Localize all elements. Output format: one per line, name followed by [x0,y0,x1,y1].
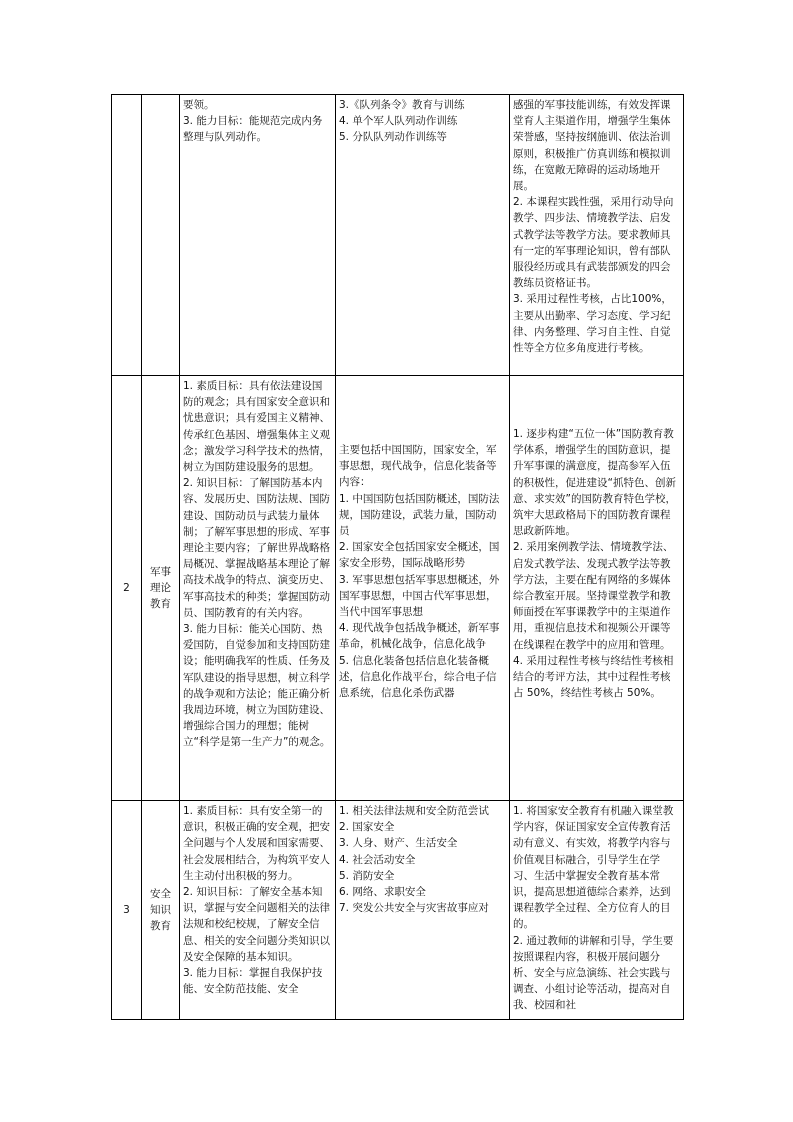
table-row [112,376,684,801]
course-targets [180,95,336,376]
requirement-text: 3. 采用过程性考核，占比100%，主要从出勤率、学习态度、学习纪律、内务整理、学习自主性、自觉性等全方位多角度进行考核。 [513,293,672,355]
course-name [142,376,180,801]
table-row [112,801,684,1020]
target-text: 3. 能力目标：掌握自我保护技能、安全防范技能、安全 [183,967,323,996]
target-text: 2. 知识目标：了解国防基本内容、发展历史、国防法规、国防建设、国防动员与武装力量体制；了解军事思想的形成、军事理论主要内容；了解世界战略格局概况、掌握战略基本理论了解高技术战争的特点、演变历史、军事高技术的种类；掌握国防动员、国防教育的有关内容。 [183,477,330,619]
table-row [112,95,684,376]
target-text: 3. 能力目标：能规范完成内务整理与队列动作。 [183,115,323,144]
content-text: 4. 社会活动安全 [339,853,416,866]
content-text: 4. 单个军人队列动作训练 [339,115,458,128]
course-table [111,94,684,1020]
requirement-text: 1. 将国家安全教育有机融入课堂教学内容，保证国家安全宣传教育活动有意义、有实效，将教学内容与价值观目标融合，引导学生在学习、生活中掌握安全教育基本常识，提高思想道德综合素养，达到课程教学全过程、全方位育人的目的。 [513,805,674,931]
content-text: 5. 分队队列动作训练等 [339,131,447,144]
course-name [142,95,180,376]
content-text: 3.《队列条令》教育与训练 [339,99,465,111]
course-targets [180,801,336,1020]
content-text: 主要包括中国国防，国家安全，军事思想，现代战争，信息化装备等内容： [339,444,497,489]
course-name-part: 安全 [150,887,171,900]
content-text: 4. 现代战争包括战争概述，新军事革命，机械化战争，信息化战争 [339,622,500,651]
requirement-text: 2. 本课程实践性强，采用行动导向教学、四步法、情境教学法、启发式教学法等教学方法。要求教师具有一定的军事理论知识，曾有部队服役经历或具有武装部颁发的四会教练员资格证书。 [513,196,674,290]
course-content [336,376,510,801]
content-text: 2. 国家安全包括国家安全概述，国家安全形势，国际战略形势 [339,541,500,570]
course-name-part: 军事 [150,565,171,578]
course-name [142,801,180,1020]
content-text: 7. 突发公共安全与灾害故事应对 [339,902,489,915]
content-text: 5. 消防安全 [339,869,395,882]
target-text: 1. 素质目标：具有安全第一的意识，积极正确的安全观，把安全问题与个人发展和国家需要、社会发展相结合，为构筑平安人生主动付出积极的努力。 [183,805,330,882]
course-requirements [510,95,684,376]
course-requirements [510,801,684,1020]
requirement-text: 2. 采用案例教学法、情境教学法、启发式教学法、发现式教学法等教学方法，主要在配有网络的多媒体综合教室开展。坚持课堂教学和教师面授在军事课教学中的主渠道作用，重视信息技术和视频公开课等在线课程在教学中的应用和管理。 [513,541,674,651]
requirement-text: 2. 通过教师的讲解和引导，学生要按照课程内容，积极开展问题分析、安全与应急演练、社会实践与调查、小组讨论等活动，提高对自我、校园和社 [513,934,674,1012]
content-text: 3. 军事思想包括军事思想概述，外国军事思想，中国古代军事思想，当代中国军事思想 [339,573,500,619]
row-number [112,95,142,376]
row-number: 2 [112,376,142,801]
requirement-text: 1. 逐步构建“五位一体”国防教育教学体系，增强学生的国防意识，提升军事课的满意度，提高参军入伍的积极性，促进建设“抓特色、创新意、求实效”的国防教育特色学校，筑牢大思政格局下的国防教育课程思政新阵地。 [513,428,676,538]
content-text: 2. 国家安全 [339,821,395,834]
course-content [336,95,510,376]
course-content [336,801,510,1020]
course-name-part: 教育 [150,598,171,611]
target-text: 2. 知识目标：了解安全基本知识，掌握与安全问题相关的法律法规和校纪校规，了解安全信息、相关的安全问题分类知识以及安全保障的基本知识。 [183,886,330,963]
content-text: 3. 人身、财产、生活安全 [339,837,458,850]
course-name-part: 知识 [150,903,171,916]
requirement-text: 感强的军事技能训练，有效发挥课堂育人主渠道作用，增强学生集体荣誉感，坚持按纲施训、依法治训原则，积极推广仿真训练和模拟训练，在宽敞无障碍的运动场地开展。 [513,99,671,193]
content-text: 1. 中国国防包括国防概述，国防法规，国防建设，武装力量，国防动员 [339,492,500,538]
course-name-part: 教育 [150,920,171,933]
row-number: 3 [112,801,142,1020]
course-targets [180,376,336,801]
target-text: 3. 能力目标：能关心国防、热爱国防，自觉参加和支持国防建设；能明确我军的性质、任务及军队建设的指导思想，树立科学的战争观和方法论；能正确分析我周边环境，树立为国防建设、增强综合国力的理想；能树立“科学是第一生产力”的观念。 [183,623,331,749]
course-requirements [510,376,684,801]
content-text: 5. 信息化装备包括信息化装备概述，信息化作战平台，综合电子信息系统，信息化杀伤武器 [339,654,497,700]
requirement-text: 4. 采用过程性考核与终结性考核相结合的考评方法，其中过程性考核占 50%，终结性考核占 50%。 [513,654,674,700]
target-text: 1. 素质目标：具有依法建设国防的观念；具有国家安全意识和忧患意识；具有爱国主义精神、传承红色基因、增强集体主义观念；激发学习科学技术的热情，树立为国防建设服务的思想。 [183,380,330,474]
content-text: 6. 网络、求职安全 [339,886,426,899]
course-name-part: 理论 [150,581,171,594]
target-text: 要领。 [183,99,215,111]
content-text: 1. 相关法律法规和安全防范尝试 [339,805,489,817]
